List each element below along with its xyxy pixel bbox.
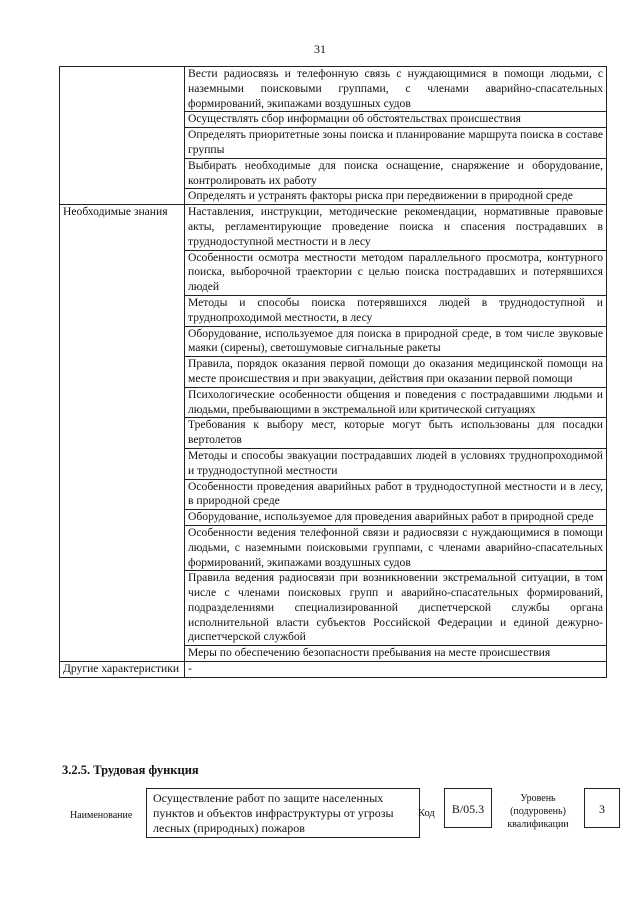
table-row xyxy=(60,67,607,112)
function-code-label: Код xyxy=(418,808,435,819)
labor-function-header xyxy=(60,788,620,848)
row-content: Вести радиосвязь и телефонную связь с нуждающимися в помощи людьми, с наземными поисковыми группами, с членами аварийно-спасательных формирований, экипажами воздушных судов xyxy=(185,67,607,112)
row-content: Осуществлять сбор информации об обстоятельствах происшествия xyxy=(185,112,607,128)
row-content: - xyxy=(185,662,607,678)
row-content: Требования к выбору мест, которые могут быть использованы для посадки вертолетов xyxy=(185,418,607,449)
function-code-box: B/05.3 xyxy=(444,788,492,828)
row-content: Меры по обеспечению безопасности пребывания на месте происшествия xyxy=(185,646,607,662)
row-label xyxy=(60,67,185,205)
row-content: Методы и способы поиска потерявшихся людей в труднодоступной и труднопроходимой местности, в лесу xyxy=(185,295,607,326)
function-name-box: Осуществление работ по защите населенных пунктов и объектов инфраструктуры от угрозы лесных (природных) пожаров xyxy=(146,788,420,838)
row-label: Другие характеристики xyxy=(60,662,185,678)
qualification-level-box: 3 xyxy=(584,788,620,828)
row-label: Необходимые знания xyxy=(60,205,185,662)
row-content: Методы и способы эвакуации пострадавших людей в условиях труднопроходимой и труднодоступной местности xyxy=(185,448,607,479)
row-content: Оборудование, используемое для поиска в природной среде, в том числе звуковые маяки (сирены), светошумовые сигнальные ракеты xyxy=(185,326,607,357)
table-row xyxy=(60,205,607,250)
table-row xyxy=(60,662,607,678)
row-content: Психологические особенности общения и поведения с пострадавшими людьми и людьми, пребывающими в экстремальной или критической ситуациях xyxy=(185,387,607,418)
row-content: Особенности осмотра местности методом параллельного просмотра, контурного поиска, выборочной траектории с целью поиска пострадавших и потерявшихся людей xyxy=(185,250,607,295)
qualification-level-label: Уровень (подуровень) квалификации xyxy=(507,793,569,830)
page-number: 31 xyxy=(314,42,326,56)
function-name-label: Наименование xyxy=(70,810,133,821)
row-content: Определять приоритетные зоны поиска и планирование маршрута поиска в составе группы xyxy=(185,128,607,159)
row-content: Определять и устранять факторы риска при передвижении в природной среде xyxy=(185,189,607,205)
row-content: Выбирать необходимые для поиска оснащение, снаряжение и оборудование, контролировать их работу xyxy=(185,158,607,189)
row-content: Оборудование, используемое для проведения аварийных работ в природной среде xyxy=(185,510,607,526)
row-content: Правила ведения радиосвязи при возникновении экстремальной ситуации, в том числе с членами поисковых групп и аварийно-спасательных формирований, подразделениями специализированной диспетчерской службы органа исполнительной власти субъектов Российской Федерации и единой дежурно-диспетчерской службой xyxy=(185,571,607,646)
row-content: Наставления, инструкции, методические рекомендации, нормативные правовые акты, регламентирующие проведение поиска и спасения пострадавших в труднодоступной местности и в лесу xyxy=(185,205,607,250)
row-content: Особенности ведения телефонной связи и радиосвязи с нуждающимися в помощи людьми, с наземными поисковыми группами, с членами аварийно-спасательных формирований, экипажами воздушных судов xyxy=(185,525,607,570)
row-content: Особенности проведения аварийных работ в труднодоступной местности и в лесу, в природной среде xyxy=(185,479,607,510)
row-content: Правила, порядок оказания первой помощи до оказания медицинской помощи на месте происшествия и при эвакуации, действия при оказании первой помощи xyxy=(185,357,607,388)
knowledge-skills-table xyxy=(59,66,607,678)
section-heading: 3.2.5. Трудовая функция xyxy=(62,763,199,777)
